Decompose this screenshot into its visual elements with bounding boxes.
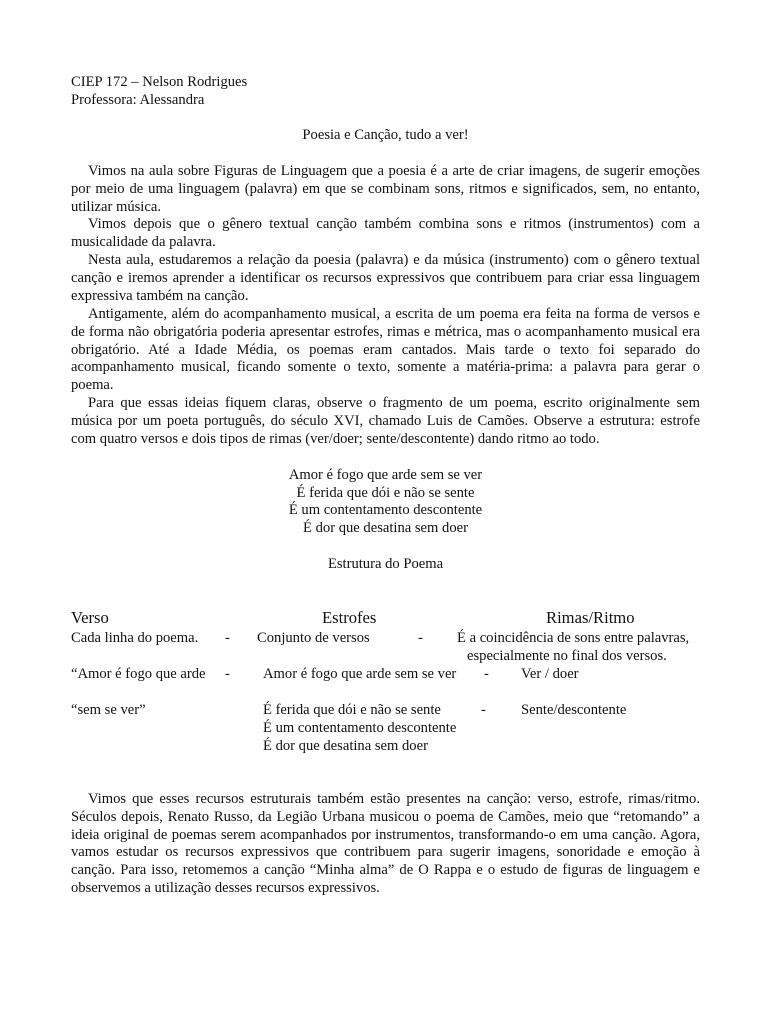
estrofe-definition: Conjunto de versos <box>257 630 370 646</box>
rima-example-2: Sente/descontente <box>521 702 627 718</box>
estrofe-example-line-3: É um contentamento descontente <box>263 720 457 736</box>
paragraph-1: Vimos na aula sobre Figuras de Linguagem que a poesia é a arte de criar imagens, de sugerir emoções por meio de uma linguagem (palavra) em que se combinam sons, ritmos e significados, sem, no entanto, utilizar música. <box>71 163 700 215</box>
paragraph-2: Vimos depois que o gênero textual canção também combina sons e ritmos (instrumentos) com a musicalidade da palavra. <box>71 216 700 250</box>
paragraph-4: Antigamente, além do acompanhamento musical, a escrita de um poema era feita na forma de versos e de forma não obrigatória poderia apresentar estrofes, rimas e métrica, mas o acompanhamento musical era obrigatório. Até a Idade Média, os poemas eram cantados. Mais tarde o texto foi separado do acompanhamento musical, ficando somente o texto, somente a matéria-prima: a palavra para gerar o poema. <box>71 306 700 394</box>
poem-line-2: É ferida que dói e não se sente <box>296 485 475 501</box>
rima-definition-line-2: especialmente no final dos versos. <box>467 648 667 664</box>
dash: - <box>481 702 486 718</box>
verso-example-continued: “sem se ver” <box>71 702 146 718</box>
estrofe-example-line-4: É dor que desatina sem doer <box>263 738 428 754</box>
poem-line-4: É dor que desatina sem doer <box>303 520 468 536</box>
poem-line-3: É um contentamento descontente <box>288 502 483 518</box>
closing-paragraph: Vimos que esses recursos estruturais também estão presentes na canção: verso, estrofe, rimas/ritmo. Séculos depois, Renato Russo, da Legião Urbana musicou o poema de Camões, meio que “retomando” a ideia original de poemas serem acompanhados por instrumentos, transformando-o em uma canção. Agora, vamos estudar os recursos expressivos que contribuem para sugerir imagens, sonoridade e emoção à canção. Para isso, retomemos a canção “Minha alma” de O Rappa e o estudo de figuras de linguagem e observemos a utilização desses recursos expressivos. <box>71 791 700 896</box>
paragraph-5: Para que essas ideias fiquem claras, observe o fragmento de um poema, escrito originalmente sem música por um poeta português, do século XVI, chamado Luis de Camões. Observe a estrutura: estrofe com quatro versos e dois tipos de rimas (ver/doer; sente/descontente) dando ritmo ao todo. <box>71 395 700 447</box>
rima-definition-line-1: É a coincidência de sons entre palavras, <box>457 630 690 646</box>
dash: - <box>225 630 230 646</box>
dash: - <box>225 666 230 682</box>
rima-example-1: Ver / doer <box>521 666 579 682</box>
document-title: Poesia e Canção, tudo a ver! <box>302 127 469 143</box>
dash: - <box>484 666 489 682</box>
school-name: CIEP 172 – Nelson Rodrigues <box>71 74 248 90</box>
dash: - <box>418 630 423 646</box>
header-estrofes: Estrofes <box>322 608 377 627</box>
poem-line-1: Amor é fogo que arde sem se ver <box>288 467 483 483</box>
teacher-name: Professora: Alessandra <box>71 92 205 108</box>
estrofe-example-line-2: É ferida que dói e não se sente <box>263 702 441 718</box>
verso-definition: Cada linha do poema. <box>71 630 199 646</box>
paragraph-3: Nesta aula, estudaremos a relação da poesia (palavra) e da música (instrumento) com o gênero textual canção e iremos aprender a identificar os recursos expressivos que contribuem para criar essa linguagem expressiva também na canção. <box>71 252 700 304</box>
structure-title: Estrutura do Poema <box>327 556 444 572</box>
header-rimas-ritmo: Rimas/Ritmo <box>546 608 635 627</box>
header-verso: Verso <box>71 608 109 627</box>
estrofe-example-line-1: Amor é fogo que arde sem se ver <box>263 666 457 682</box>
verso-example: “Amor é fogo que arde <box>71 666 206 682</box>
